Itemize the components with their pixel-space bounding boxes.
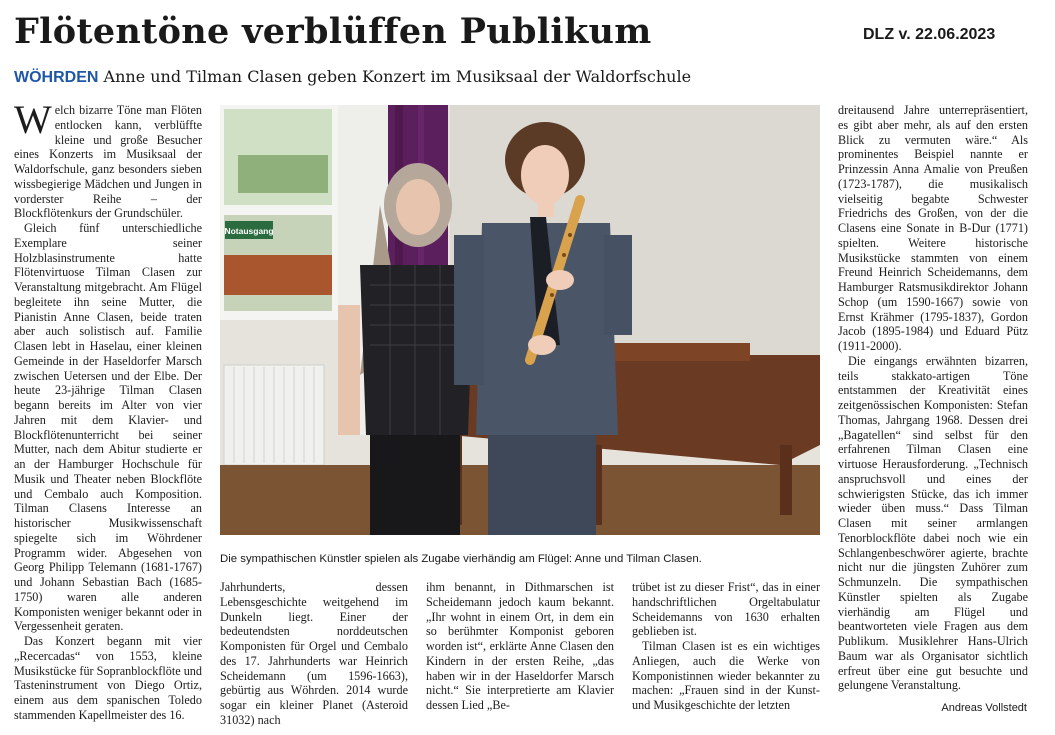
exit-sign-text: Notausgang <box>224 226 274 236</box>
place-label: WÖHRDEN <box>14 69 99 86</box>
paragraph: Tilman Clasen ist es ein wichtiges Anliegen, auch die Werke von Komponistinnen wieder bekannter zu machen: „Frauen sind in der Kunst- und Musikgeschichte der letzten <box>632 639 820 712</box>
paragraph: Gleich fünf unterschiedliche Exemplare seiner Holzblasinstrumente hatte Flötenvirtuose Tilman Clasen zur Veranstaltung mitgebracht. Am Flügel begleitete ihn seine Mutter, die Pianistin Anne Clasen, beide traten aber auch solistisch auf. Familie Clasen lebt in Haselau, einer kleinen Gemeinde in der Haseldorfer Marsch zwischen Uetersen und der Elbe. Der heute 23-jährige Tilman Clasen begann bereits im Alter von vier Jahren mit dem Klavier- und Blockflötenunterricht bei seiner Mutter, nach dem Abitur studierte er an der Hamburger Hochschule für Musik und Theater neben Blockflöte und Cembalo auch Komposition. Tilman Clasens Interesse an historischer Musikwissenschaft spiegelte sich im Wöhrdener Programm wider. Abgesehen von Georg Philipp Telemann (1681-1767) und Johann Sebastian Bach (1685-1750) waren alle anderen Komponisten weniger bekannt oder in Vergessenheit geraten. <box>14 221 202 634</box>
subtitle-line <box>14 67 691 87</box>
paragraph: dreitausend Jahre unterrepräsentiert, es gibt aber mehr, als auf den ersten Blick zu vermuten wäre.“ Als prominentes Beispiel nannte er Prinzessin Anna Amalie von Preußen (1723-1787), die musikalisch vielseitig begabte Schwester Friedrichs des Großen, von der die Clasens eine Sonate in B-Dur (1771) spielten. Weitere historische Musikstücke stammten von einem Freund Heinrich Scheidemanns, dem Hamburger Ratsmusikdirektor Johann Schop (um 1590-1667) sowie von Ernst Krähmer (1795-1837), Gordon Jacob (1895-1984) und Eduard Pütz (1911-2000). <box>838 103 1028 353</box>
photo-illustration <box>220 105 820 535</box>
drop-cap: W <box>14 97 52 142</box>
paragraph: trübet ist zu dieser Frist“, das in einer handschriftlichen Orgeltabulatur Scheidemanns von 1630 erhalten geblieben ist. <box>632 580 820 639</box>
paragraph: Jahrhunderts, dessen Lebensgeschichte weitgehend im Dunkeln liegt. Einer der bedeutendsten norddeutschen Komponisten für Orgel und Cembalo des 17. Jahrhunderts war Heinrich Scheidemann (um 1596-1663), gebürtig aus Wöhrden. 2014 wurde sogar ein kleiner Planet (Asteroid 31032) nach <box>220 580 408 727</box>
author-byline: Andreas Vollstedt <box>941 702 1027 714</box>
article-photo <box>220 105 820 535</box>
issue-date: DLZ v. 22.06.2023 <box>863 26 996 43</box>
column-4 <box>632 580 820 715</box>
subtitle: Anne und Tilman Clasen geben Konzert im Musiksaal der Waldorfschule <box>103 67 692 86</box>
photo-caption: Die sympathischen Künstler spielen als Zugabe vierhändig am Flügel: Anne und Tilman Clasen. <box>220 553 702 565</box>
column-5 <box>838 103 1028 703</box>
paragraph: Das Konzert begann mit vier „Recercadas“ von 1553, kleine Musikstücke für Sopranblockflöte und Tasteninstrument von Diego Ortiz, einem aus dem spanischen Toledo stammenden Kapellmeister des 16. <box>14 634 202 722</box>
column-1 <box>14 97 202 722</box>
column-2 <box>220 580 408 727</box>
paragraph: Welch bizarre Töne man Flöten entlocken kann, verblüffte kleine und große Besucher eines Konzerts im Musiksaal der Waldorfschule, ganz besonders sieben wissbegierige Mädchen und Jungen in vorderster Reihe – der Blockflötenkurs der Grundschüler. <box>14 97 202 221</box>
column-3 <box>426 580 614 715</box>
paragraph: Die eingangs erwähnten bizarren, teils stakkato-artigen Töne entstammen der Kreativität eines zeitgenössischen Komponisten: Stefan Thomas, Jahrgang 1968. Dessen drei „Bagatellen“ sind selbst für den erfahrenen Tilman Clasen eine virtuose Herausforderung. „Technisch anspruchsvoll und eines der schwierigsten Stücke, das ich immer wieder üben muss.“ Dass Tilman Clasen mit seiner armlangen Tenorblockflöte dabei noch wie ein Schlangenbeschwörer agierte, brachte nicht nur die jüngsten Zuhörer zum Schmunzeln. Die sympathischen Künstler spielten als Zugabe vierhändig am Flügel und beantworteten viele Fragen aus dem Publikum. Musiklehrer Hans-Ulrich Baum war als Organisator sichtlich erfreut über eine gut besuchte und gelungene Veranstaltung. <box>838 353 1028 693</box>
headline: Flötentöne verblüffen Publikum <box>14 11 652 52</box>
paragraph: ihm benannt, in Dithmarschen ist Scheidemann jedoch kaum bekannt. „Ihr wohnt in einem Ort, in dem ein so berühmter Komponist geboren worden ist“, erklärte Anne Clasen den Kindern in der ersten Reihe, „das haben wir in der Haseldorfer Marsch nicht.“ Sie interpretierte am Klavier dessen Lied „Be- <box>426 580 614 712</box>
